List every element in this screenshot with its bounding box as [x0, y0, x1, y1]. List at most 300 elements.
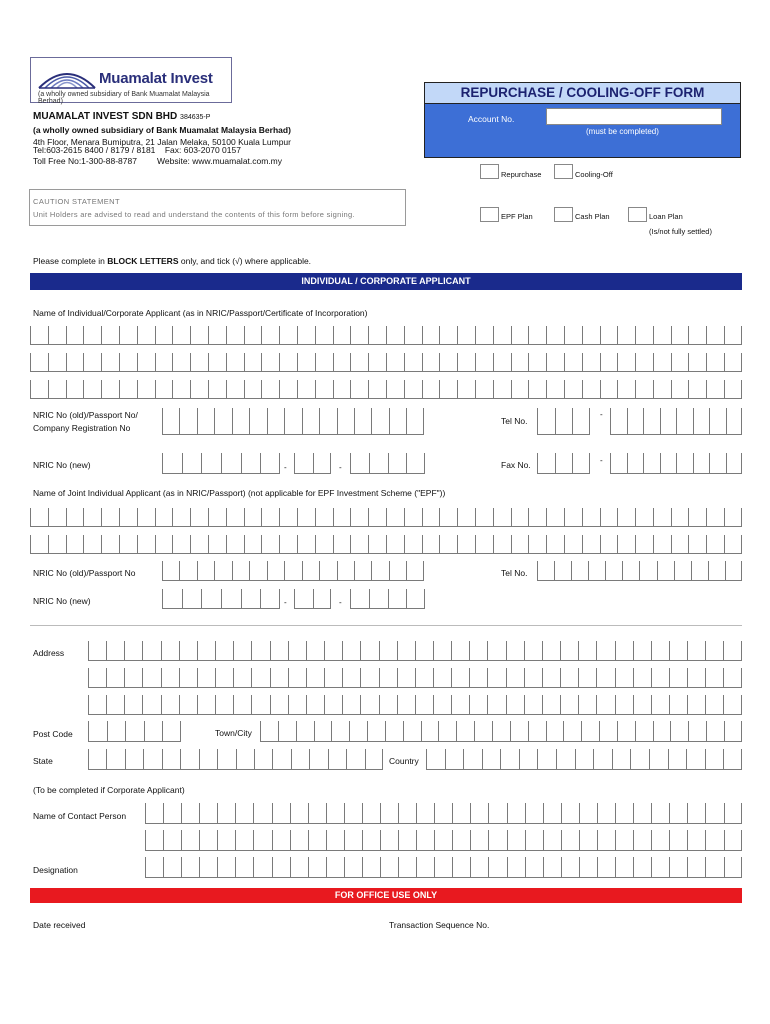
char-cell[interactable] [537, 749, 556, 769]
char-cell[interactable] [433, 641, 451, 660]
char-cell[interactable] [101, 380, 119, 398]
char-cell[interactable] [653, 380, 671, 398]
char-cell[interactable] [660, 453, 677, 473]
char-cell[interactable] [488, 830, 506, 850]
char-cell[interactable] [542, 668, 560, 687]
char-cell[interactable] [315, 535, 333, 553]
char-cell[interactable] [66, 326, 84, 344]
char-cell[interactable] [137, 535, 155, 553]
char-cell[interactable] [668, 749, 687, 769]
char-cell[interactable] [83, 535, 101, 553]
char-cell[interactable] [254, 749, 272, 769]
char-cell[interactable] [261, 326, 279, 344]
char-cell[interactable] [470, 857, 488, 877]
epf-plan-checkbox[interactable] [480, 207, 499, 222]
char-cell[interactable] [398, 803, 416, 823]
char-cell[interactable] [201, 453, 221, 473]
char-cell[interactable] [706, 380, 724, 398]
char-cell[interactable] [288, 695, 306, 714]
char-cell[interactable] [556, 749, 575, 769]
char-cell[interactable] [571, 561, 588, 580]
char-cell[interactable] [261, 380, 279, 398]
char-cell[interactable] [253, 803, 271, 823]
char-cell[interactable] [350, 380, 368, 398]
char-cell[interactable] [350, 535, 368, 553]
char-cell[interactable] [302, 408, 319, 434]
char-cell[interactable] [600, 353, 618, 371]
char-cell[interactable] [272, 830, 290, 850]
char-cell[interactable] [221, 453, 241, 473]
char-cell[interactable] [344, 830, 362, 850]
char-cell[interactable] [525, 803, 543, 823]
char-cell[interactable] [457, 508, 475, 526]
fax-number-input[interactable] [610, 453, 742, 474]
char-cell[interactable] [500, 749, 519, 769]
char-cell[interactable] [605, 561, 622, 580]
char-cell[interactable] [596, 695, 614, 714]
char-cell[interactable] [181, 803, 199, 823]
char-cell[interactable] [617, 353, 635, 371]
char-cell[interactable] [324, 668, 342, 687]
joint-nric-new-part-2[interactable] [294, 589, 331, 609]
char-cell[interactable] [597, 803, 615, 823]
char-cell[interactable] [475, 380, 493, 398]
char-cell[interactable] [124, 695, 142, 714]
char-cell[interactable] [724, 508, 742, 526]
char-cell[interactable] [261, 535, 279, 553]
char-cell[interactable] [705, 803, 723, 823]
char-cell[interactable] [208, 380, 226, 398]
char-cell[interactable] [660, 408, 677, 434]
char-cell[interactable] [380, 830, 398, 850]
char-cell[interactable] [272, 857, 290, 877]
char-cell[interactable] [487, 695, 505, 714]
char-cell[interactable] [101, 535, 119, 553]
char-cell[interactable] [297, 535, 315, 553]
char-cell[interactable] [600, 535, 618, 553]
char-cell[interactable] [706, 535, 724, 553]
char-cell[interactable] [463, 749, 482, 769]
char-cell[interactable] [30, 353, 48, 371]
char-cell[interactable] [362, 830, 380, 850]
char-cell[interactable] [244, 508, 262, 526]
char-cell[interactable] [48, 326, 66, 344]
char-cell[interactable] [270, 695, 288, 714]
char-cell[interactable] [124, 641, 142, 660]
char-cell[interactable] [597, 857, 615, 877]
char-cell[interactable] [564, 326, 582, 344]
fax-area-input[interactable] [537, 453, 590, 474]
char-cell[interactable] [724, 830, 742, 850]
char-cell[interactable] [142, 668, 160, 687]
char-cell[interactable] [279, 380, 297, 398]
char-cell[interactable] [368, 535, 386, 553]
char-cell[interactable] [705, 641, 723, 660]
char-cell[interactable] [612, 749, 631, 769]
char-cell[interactable] [724, 857, 742, 877]
char-cell[interactable] [137, 380, 155, 398]
char-cell[interactable] [630, 749, 649, 769]
char-cell[interactable] [182, 453, 202, 473]
char-cell[interactable] [233, 641, 251, 660]
char-cell[interactable] [379, 641, 397, 660]
char-cell[interactable] [182, 589, 202, 608]
char-cell[interactable] [397, 641, 415, 660]
char-cell[interactable] [724, 803, 742, 823]
char-cell[interactable] [217, 830, 235, 850]
char-cell[interactable] [560, 668, 578, 687]
char-cell[interactable] [457, 326, 475, 344]
char-cell[interactable] [578, 695, 596, 714]
char-cell[interactable] [433, 695, 451, 714]
char-cell[interactable] [434, 857, 452, 877]
char-cell[interactable] [554, 561, 571, 580]
char-cell[interactable] [706, 508, 724, 526]
char-cell[interactable] [726, 453, 743, 473]
char-cell[interactable] [368, 380, 386, 398]
char-cell[interactable] [445, 749, 464, 769]
char-cell[interactable] [249, 408, 266, 434]
char-cell[interactable] [705, 695, 723, 714]
char-cell[interactable] [101, 353, 119, 371]
char-cell[interactable] [226, 380, 244, 398]
address-row-2[interactable] [88, 668, 742, 688]
char-cell[interactable] [267, 408, 284, 434]
char-cell[interactable] [422, 508, 440, 526]
char-cell[interactable] [350, 353, 368, 371]
char-cell[interactable] [337, 561, 354, 580]
char-cell[interactable] [181, 830, 199, 850]
joint-nric-new-part-3[interactable] [350, 589, 425, 609]
char-cell[interactable] [438, 721, 456, 741]
joint-tel-input[interactable] [537, 561, 742, 581]
char-cell[interactable] [215, 668, 233, 687]
char-cell[interactable] [253, 830, 271, 850]
char-cell[interactable] [572, 408, 590, 434]
char-cell[interactable] [331, 721, 349, 741]
char-cell[interactable] [596, 668, 614, 687]
char-cell[interactable] [615, 803, 633, 823]
char-cell[interactable] [208, 353, 226, 371]
char-cell[interactable] [470, 803, 488, 823]
char-cell[interactable] [426, 749, 445, 769]
char-cell[interactable] [137, 508, 155, 526]
char-cell[interactable] [439, 326, 457, 344]
char-cell[interactable] [511, 508, 529, 526]
char-cell[interactable] [83, 508, 101, 526]
char-cell[interactable] [691, 561, 708, 580]
char-cell[interactable] [179, 561, 196, 580]
char-cell[interactable] [199, 857, 217, 877]
char-cell[interactable] [88, 721, 107, 741]
char-cell[interactable] [235, 857, 253, 877]
char-cell[interactable] [511, 380, 529, 398]
char-cell[interactable] [688, 326, 706, 344]
char-cell[interactable] [379, 695, 397, 714]
char-cell[interactable] [670, 721, 688, 741]
char-cell[interactable] [30, 508, 48, 526]
char-cell[interactable] [197, 668, 215, 687]
char-cell[interactable] [288, 641, 306, 660]
char-cell[interactable] [233, 695, 251, 714]
char-cell[interactable] [197, 695, 215, 714]
char-cell[interactable] [537, 408, 555, 434]
char-cell[interactable] [386, 508, 404, 526]
char-cell[interactable] [306, 641, 324, 660]
char-cell[interactable] [669, 830, 687, 850]
char-cell[interactable] [119, 508, 137, 526]
char-cell[interactable] [241, 589, 261, 608]
char-cell[interactable] [319, 561, 336, 580]
char-cell[interactable] [653, 508, 671, 526]
char-cell[interactable] [528, 508, 546, 526]
char-cell[interactable] [217, 803, 235, 823]
char-cell[interactable] [706, 353, 724, 371]
char-cell[interactable] [386, 353, 404, 371]
char-cell[interactable] [291, 749, 309, 769]
char-cell[interactable] [723, 641, 741, 660]
char-cell[interactable] [724, 380, 742, 398]
char-cell[interactable] [542, 695, 560, 714]
char-cell[interactable] [528, 380, 546, 398]
char-cell[interactable] [610, 453, 627, 473]
char-cell[interactable] [324, 641, 342, 660]
char-cell[interactable] [88, 668, 106, 687]
char-cell[interactable] [633, 695, 651, 714]
char-cell[interactable] [308, 830, 326, 850]
char-cell[interactable] [155, 380, 173, 398]
char-cell[interactable] [422, 535, 440, 553]
char-cell[interactable] [328, 749, 346, 769]
char-cell[interactable] [404, 326, 422, 344]
char-cell[interactable] [217, 749, 235, 769]
char-cell[interactable] [593, 749, 612, 769]
char-cell[interactable] [528, 353, 546, 371]
char-cell[interactable] [284, 561, 301, 580]
char-cell[interactable] [190, 353, 208, 371]
char-cell[interactable] [492, 721, 510, 741]
char-cell[interactable] [278, 721, 296, 741]
char-cell[interactable] [368, 508, 386, 526]
char-cell[interactable] [671, 353, 689, 371]
char-cell[interactable] [244, 326, 262, 344]
char-cell[interactable] [360, 668, 378, 687]
char-cell[interactable] [546, 535, 564, 553]
char-cell[interactable] [597, 830, 615, 850]
tel-number-input[interactable] [610, 408, 742, 435]
char-cell[interactable] [389, 408, 406, 434]
char-cell[interactable] [197, 408, 214, 434]
char-cell[interactable] [143, 749, 161, 769]
char-cell[interactable] [687, 668, 705, 687]
char-cell[interactable] [452, 803, 470, 823]
char-cell[interactable] [388, 589, 407, 608]
char-cell[interactable] [416, 830, 434, 850]
char-cell[interactable] [162, 749, 180, 769]
char-cell[interactable] [726, 408, 743, 434]
joint-nric-old-input[interactable] [162, 561, 424, 581]
char-cell[interactable] [350, 508, 368, 526]
char-cell[interactable] [406, 408, 423, 434]
char-cell[interactable] [48, 380, 66, 398]
char-cell[interactable] [199, 830, 217, 850]
char-cell[interactable] [434, 830, 452, 850]
char-cell[interactable] [537, 453, 555, 473]
char-cell[interactable] [260, 589, 280, 608]
char-cell[interactable] [493, 353, 511, 371]
char-cell[interactable] [272, 749, 290, 769]
char-cell[interactable] [507, 857, 525, 877]
char-cell[interactable] [474, 721, 492, 741]
char-cell[interactable] [599, 721, 617, 741]
char-cell[interactable] [610, 408, 627, 434]
char-cell[interactable] [475, 535, 493, 553]
char-cell[interactable] [669, 641, 687, 660]
char-cell[interactable] [617, 326, 635, 344]
char-cell[interactable] [572, 453, 590, 473]
char-cell[interactable] [506, 668, 524, 687]
char-cell[interactable] [48, 508, 66, 526]
applicant-name-row-2[interactable] [30, 353, 742, 372]
char-cell[interactable] [582, 326, 600, 344]
char-cell[interactable] [546, 353, 564, 371]
char-cell[interactable] [162, 721, 181, 741]
char-cell[interactable] [564, 535, 582, 553]
char-cell[interactable] [226, 508, 244, 526]
char-cell[interactable] [422, 326, 440, 344]
char-cell[interactable] [561, 803, 579, 823]
char-cell[interactable] [439, 380, 457, 398]
tel-area-input[interactable] [537, 408, 590, 435]
char-cell[interactable] [66, 380, 84, 398]
char-cell[interactable] [635, 353, 653, 371]
char-cell[interactable] [342, 695, 360, 714]
char-cell[interactable] [627, 408, 644, 434]
char-cell[interactable] [415, 641, 433, 660]
contact-person-row-2[interactable] [145, 830, 742, 851]
char-cell[interactable] [469, 641, 487, 660]
char-cell[interactable] [676, 453, 693, 473]
char-cell[interactable] [294, 453, 313, 473]
char-cell[interactable] [507, 803, 525, 823]
char-cell[interactable] [208, 326, 226, 344]
char-cell[interactable] [241, 453, 261, 473]
char-cell[interactable] [687, 803, 705, 823]
char-cell[interactable] [101, 508, 119, 526]
char-cell[interactable] [88, 695, 106, 714]
char-cell[interactable] [669, 803, 687, 823]
char-cell[interactable] [190, 326, 208, 344]
char-cell[interactable] [251, 641, 269, 660]
char-cell[interactable] [190, 535, 208, 553]
nric-old-input[interactable] [162, 408, 424, 435]
char-cell[interactable] [221, 589, 241, 608]
char-cell[interactable] [163, 803, 181, 823]
char-cell[interactable] [406, 561, 423, 580]
char-cell[interactable] [669, 668, 687, 687]
char-cell[interactable] [671, 326, 689, 344]
char-cell[interactable] [543, 857, 561, 877]
char-cell[interactable] [579, 803, 597, 823]
char-cell[interactable] [564, 353, 582, 371]
char-cell[interactable] [137, 353, 155, 371]
char-cell[interactable] [487, 641, 505, 660]
char-cell[interactable] [416, 803, 434, 823]
char-cell[interactable] [313, 589, 332, 608]
char-cell[interactable] [725, 561, 742, 580]
char-cell[interactable] [653, 721, 671, 741]
char-cell[interactable] [398, 857, 416, 877]
char-cell[interactable] [88, 749, 106, 769]
char-cell[interactable] [235, 803, 253, 823]
char-cell[interactable] [687, 857, 705, 877]
char-cell[interactable] [693, 453, 710, 473]
char-cell[interactable] [83, 353, 101, 371]
char-cell[interactable] [270, 641, 288, 660]
char-cell[interactable] [261, 508, 279, 526]
char-cell[interactable] [315, 326, 333, 344]
char-cell[interactable] [487, 668, 505, 687]
char-cell[interactable] [582, 535, 600, 553]
char-cell[interactable] [190, 380, 208, 398]
char-cell[interactable] [724, 535, 742, 553]
char-cell[interactable] [416, 857, 434, 877]
char-cell[interactable] [106, 749, 124, 769]
char-cell[interactable] [172, 380, 190, 398]
joint-name-row-1[interactable] [30, 508, 742, 527]
char-cell[interactable] [367, 721, 385, 741]
char-cell[interactable] [360, 695, 378, 714]
char-cell[interactable] [563, 721, 581, 741]
char-cell[interactable] [297, 353, 315, 371]
char-cell[interactable] [288, 668, 306, 687]
char-cell[interactable] [297, 326, 315, 344]
char-cell[interactable] [179, 408, 196, 434]
char-cell[interactable] [596, 641, 614, 660]
char-cell[interactable] [333, 508, 351, 526]
char-cell[interactable] [511, 326, 529, 344]
char-cell[interactable] [708, 561, 725, 580]
char-cell[interactable] [244, 380, 262, 398]
char-cell[interactable] [528, 535, 546, 553]
char-cell[interactable] [723, 749, 742, 769]
char-cell[interactable] [615, 641, 633, 660]
char-cell[interactable] [313, 453, 332, 473]
char-cell[interactable] [324, 695, 342, 714]
char-cell[interactable] [83, 326, 101, 344]
char-cell[interactable] [349, 721, 367, 741]
address-row-3[interactable] [88, 695, 742, 715]
contact-person-row-1[interactable] [145, 803, 742, 824]
char-cell[interactable] [633, 668, 651, 687]
char-cell[interactable] [588, 561, 605, 580]
char-cell[interactable] [488, 857, 506, 877]
char-cell[interactable] [633, 641, 651, 660]
char-cell[interactable] [688, 721, 706, 741]
char-cell[interactable] [622, 561, 639, 580]
char-cell[interactable] [180, 749, 198, 769]
char-cell[interactable] [162, 561, 179, 580]
char-cell[interactable] [403, 721, 421, 741]
char-cell[interactable] [651, 695, 669, 714]
char-cell[interactable] [290, 803, 308, 823]
char-cell[interactable] [524, 695, 542, 714]
char-cell[interactable] [314, 721, 332, 741]
char-cell[interactable] [398, 830, 416, 850]
char-cell[interactable] [639, 561, 656, 580]
char-cell[interactable] [475, 326, 493, 344]
char-cell[interactable] [197, 561, 214, 580]
